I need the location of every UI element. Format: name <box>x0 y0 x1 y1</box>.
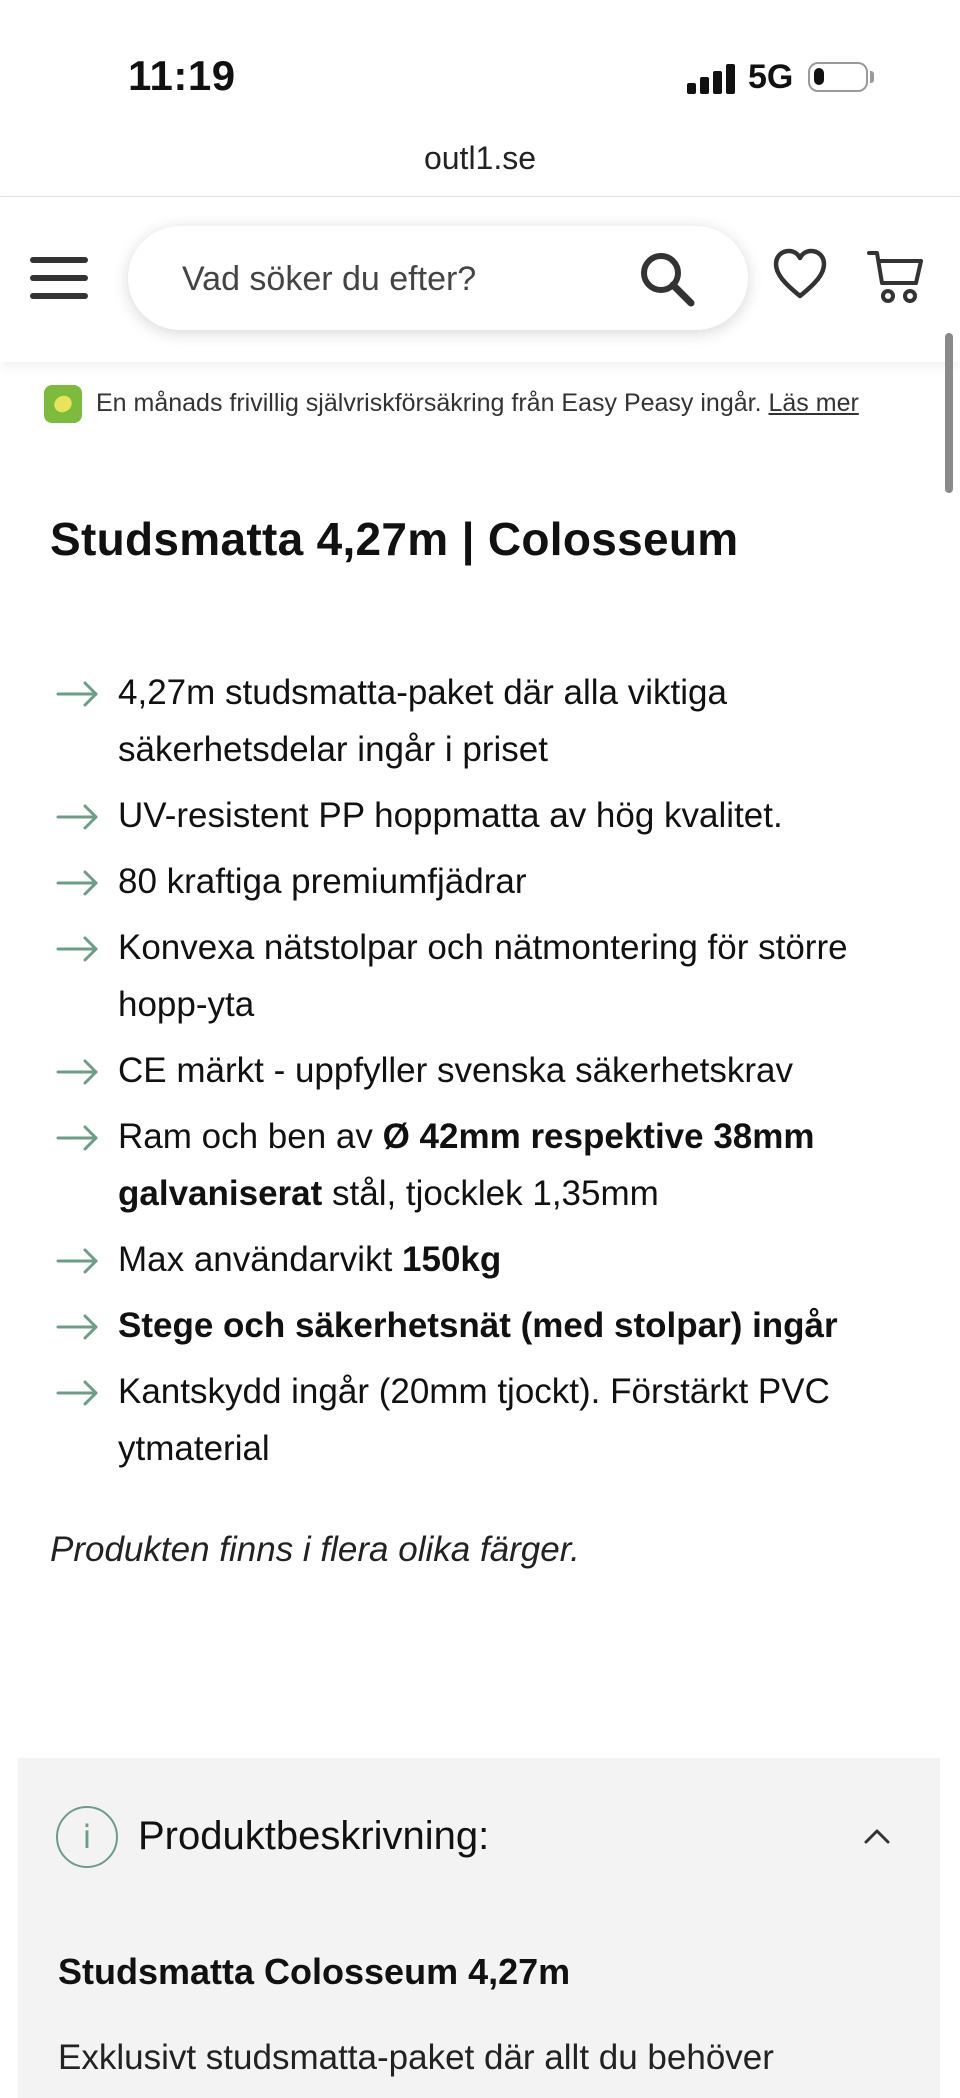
info-icon: i <box>56 1806 118 1868</box>
insurance-message: En månads frivillig självriskförsäkring från Easy Peasy ingår. <box>96 389 762 417</box>
feature-item <box>56 919 916 1033</box>
description-text: Exklusivt studsmatta-paket där allt du behöver <box>58 2038 774 2077</box>
scrollbar[interactable] <box>945 333 953 493</box>
arrow-right-icon <box>56 936 100 962</box>
arrow-right-icon <box>56 870 100 896</box>
feature-text: stål, tjocklek 1,35mm <box>322 1174 659 1213</box>
lemon-icon <box>44 385 82 423</box>
feature-text-bold: Ø 42mm respektive 38mm galvaniserat <box>118 1117 815 1213</box>
feature-item <box>56 1297 916 1354</box>
status-time: 11:19 <box>128 52 236 99</box>
feature-item <box>56 1108 916 1222</box>
search-icon[interactable] <box>636 248 698 310</box>
chevron-up-icon[interactable] <box>863 1826 891 1846</box>
insurance-notice <box>44 385 924 425</box>
battery-level <box>814 68 824 85</box>
arrow-right-icon <box>56 1380 100 1406</box>
feature-text: Max användarvikt <box>118 1240 403 1279</box>
read-more-link[interactable]: Läs mer <box>768 389 859 417</box>
arrow-right-icon <box>56 1059 100 1085</box>
insurance-text <box>96 389 859 418</box>
site-header <box>0 197 960 362</box>
feature-item <box>56 664 916 778</box>
feature-item <box>56 1042 916 1099</box>
battery-tip <box>870 71 874 83</box>
arrow-right-icon <box>56 1314 100 1340</box>
feature-text-bold: 150kg <box>402 1240 502 1279</box>
search-input[interactable] <box>180 248 624 310</box>
arrow-right-icon <box>56 681 100 707</box>
signal-strength-icon <box>687 64 735 94</box>
accordion-header[interactable]: Produktbeskrivning: <box>138 1814 490 1858</box>
feature-text-bold: Stege och säkerhetsnät (med stolpar) ingår <box>118 1306 838 1345</box>
description-title: Studsmatta Colosseum 4,27m <box>58 1951 571 1992</box>
product-title: Studsmatta 4,27m | Colosseum <box>50 513 739 565</box>
arrow-right-icon <box>56 1248 100 1274</box>
feature-text: Kantskydd ingår (20mm tjockt). Förstärkt PVC ytmaterial <box>118 1372 830 1468</box>
feature-text: Ram och ben av <box>118 1117 383 1156</box>
feature-text: Konvexa nätstolpar och nätmontering för större hopp-yta <box>118 928 848 1024</box>
network-label: 5G <box>748 58 794 96</box>
feature-text: CE märkt - uppfyller svenska säkerhetskrav <box>118 1051 793 1090</box>
battery-icon <box>808 62 868 92</box>
feature-item <box>56 1231 916 1288</box>
feature-item <box>56 787 916 844</box>
feature-item <box>56 853 916 910</box>
product-description-accordion <box>18 1758 940 2098</box>
feature-text: 4,27m studsmatta-paket där alla viktiga säkerhetsdelar ingår i priset <box>118 673 727 769</box>
feature-text: 80 kraftiga premiumfjädrar <box>118 862 527 901</box>
browser-url[interactable]: outl1.se <box>423 140 537 176</box>
arrow-right-icon <box>56 804 100 830</box>
arrow-right-icon <box>56 1125 100 1151</box>
feature-item <box>56 1363 916 1477</box>
hamburger-menu-icon[interactable] <box>30 257 88 299</box>
status-bar <box>0 0 960 130</box>
color-note: Produkten finns i flera olika färger. <box>50 1530 580 1569</box>
feature-list <box>56 664 916 1486</box>
heart-icon[interactable] <box>772 247 828 303</box>
feature-text: UV-resistent PP hoppmatta av hög kvalitet. <box>118 796 783 835</box>
cart-icon[interactable] <box>866 247 926 307</box>
search-box[interactable] <box>128 226 748 330</box>
